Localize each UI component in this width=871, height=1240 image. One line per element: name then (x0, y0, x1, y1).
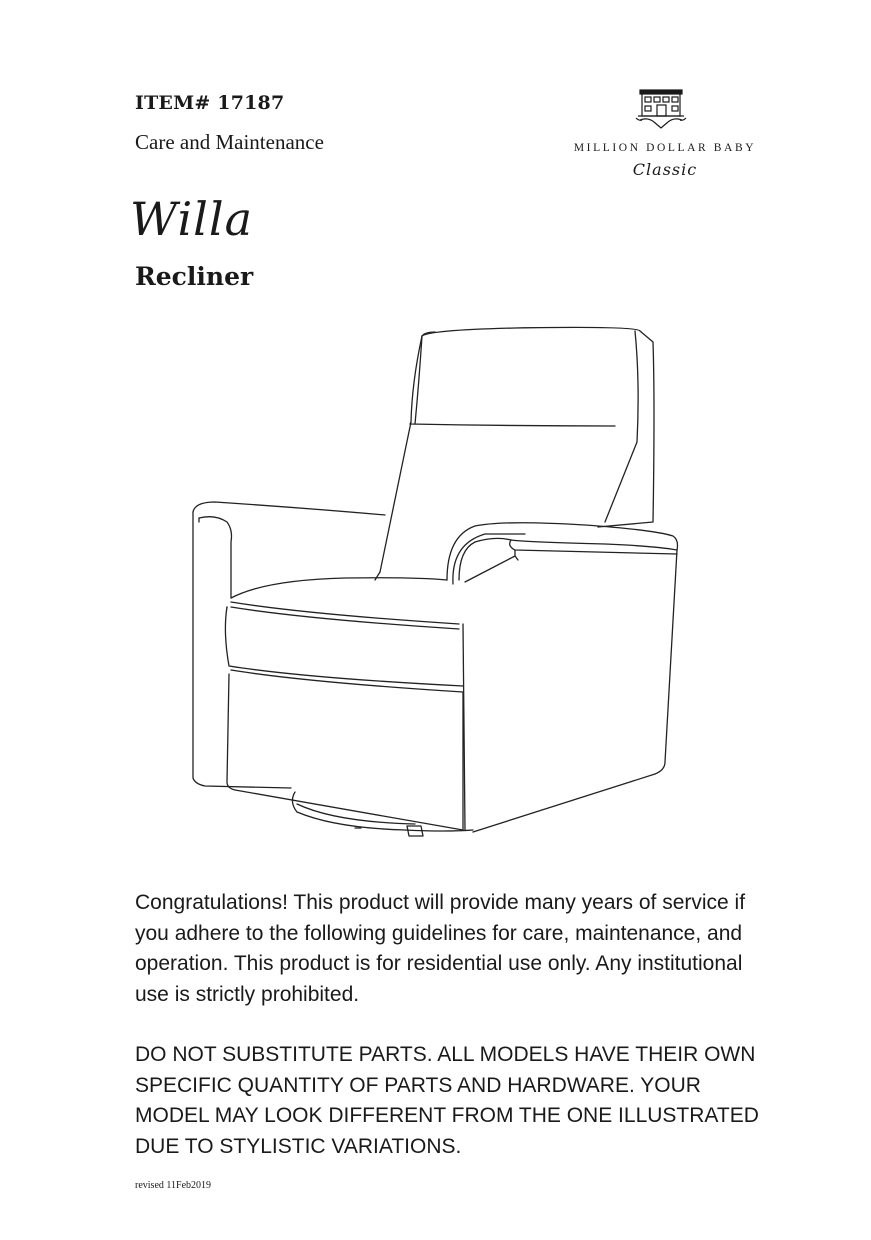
document-subtitle: Care and Maintenance (135, 130, 324, 154)
product-script-name: Willa (130, 192, 254, 246)
warning-paragraph: DO NOT SUBSTITUTE PARTS. ALL MODELS HAVE THEIR OWN SPECIFIC QUANTITY OF PARTS AND HARDWARE. YOUR MODEL MAY LOOK DIFFERENT FROM THE ONE ILLUSTRATED DUE TO STYLISTIC VARIATIONS. (135, 1043, 759, 1158)
product-name: Recliner (135, 262, 254, 291)
revision-date: revised 11Feb2019 (135, 1180, 212, 1191)
item-number: ITEM# 17187 (135, 92, 285, 114)
house-icon (632, 88, 698, 134)
brand-name: MILLION DOLLAR BABY (573, 142, 757, 154)
recliner-chair-illustration (185, 322, 685, 852)
brand-logo (560, 88, 770, 188)
intro-paragraph: Congratulations! This product will provide many years of service if you adhere to the following guidelines for care, maintenance, and operation. This product is for residential use only. Any institutional use is strictly prohibited. (135, 891, 746, 1006)
brand-script: Classic (632, 160, 698, 179)
